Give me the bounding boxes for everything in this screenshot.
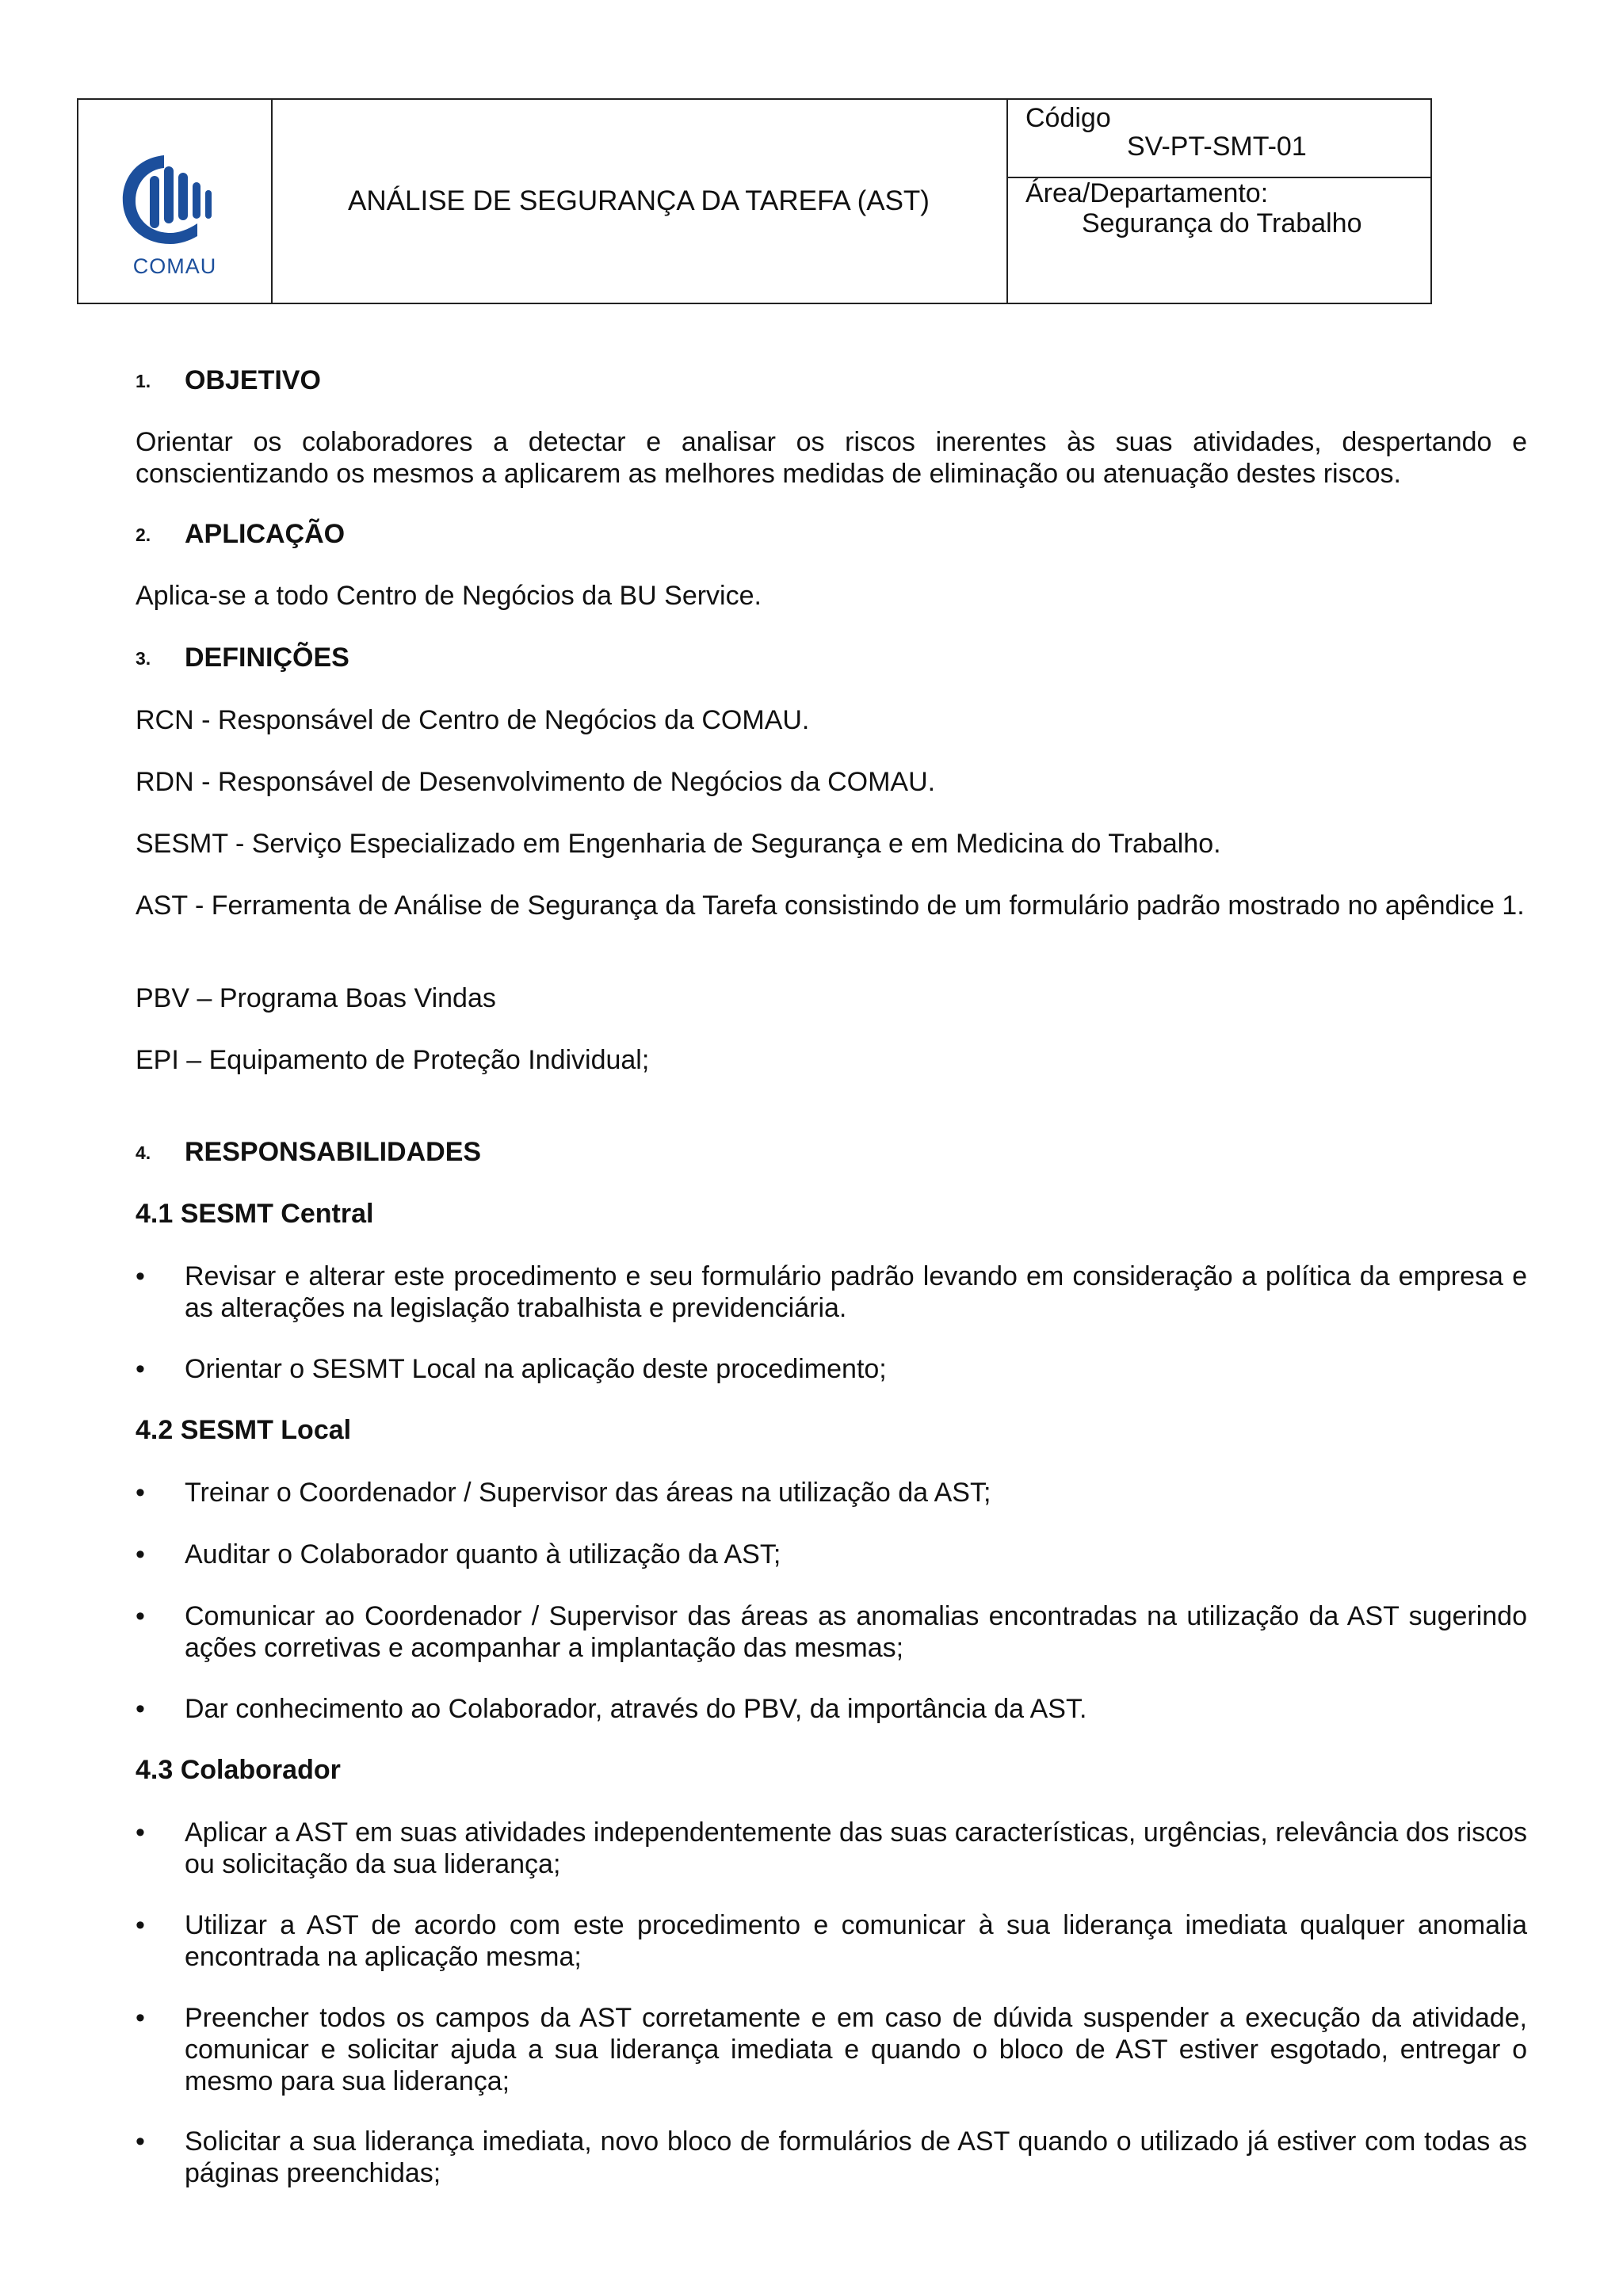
subsection-heading-colaborador: 4.3 Colaborador: [136, 1755, 341, 1785]
code-label: Código: [1025, 103, 1111, 133]
definition-item: PBV – Programa Boas Vindas: [136, 983, 496, 1013]
definition-item: SESMT - Serviço Especializado em Engenharia de Segurança e em Medicina do Trabalho.: [136, 829, 1221, 859]
bullet-icon: •: [136, 1354, 145, 1384]
list-item: Auditar o Colaborador quanto à utilização da AST;: [185, 1539, 781, 1569]
logo-text: COMAU: [132, 254, 217, 278]
aplicacao-text: Aplica-se a todo Centro de Negócios da BU Service.: [136, 581, 762, 611]
comau-logo-icon: [115, 151, 234, 250]
bullet-icon: •: [136, 2126, 145, 2157]
list-item: Aplicar a AST em suas atividades independentemente das suas características, urgências, relevância dos riscos ou solicitação da sua liderança;: [185, 1817, 1527, 1879]
section-number: 4.: [136, 1142, 151, 1163]
definition-item: EPI – Equipamento de Proteção Individual;: [136, 1045, 650, 1075]
definition-item: RCN - Responsável de Centro de Negócios da COMAU.: [136, 705, 810, 735]
bullet-icon: •: [136, 1910, 145, 1940]
list-item: Dar conhecimento ao Colaborador, através do PBV, da importância da AST.: [185, 1694, 1087, 1724]
subsection-heading-sesmt-central: 4.1 SESMT Central: [136, 1199, 374, 1229]
list-item: Preencher todos os campos da AST corretamente e em caso de dúvida suspender a execução da atividade, comunicar e solicitar ajuda a sua liderança imediata e quando o bloco de AST estiver esgotado, entregar o mesmo para sua liderança;: [185, 2003, 1527, 2096]
list-item: Comunicar ao Coordenador / Supervisor das áreas as anomalias encontradas na utilização da AST sugerindo ações corretivas e acompanhar a implantação das mesmas;: [185, 1601, 1527, 1663]
list-item: Orientar o SESMT Local na aplicação deste procedimento;: [185, 1354, 887, 1384]
code-cell: [1006, 100, 1430, 178]
section-number: 2.: [136, 524, 151, 545]
document-title: ANÁLISE DE SEGURANÇA DA TAREFA (AST): [271, 100, 1008, 303]
bullet-icon: •: [136, 1694, 145, 1724]
bullet-icon: •: [136, 2003, 145, 2033]
code-value: SV-PT-SMT-01: [1127, 132, 1307, 162]
bullet-icon: •: [136, 1539, 145, 1569]
list-item: Treinar o Coordenador / Supervisor das áreas na utilização da AST;: [185, 1478, 991, 1508]
list-item: Utilizar a AST de acordo com este procedimento e comunicar à sua liderança imediata qualquer anomalia encontrada na aplicação mesma;: [185, 1910, 1527, 1972]
section-heading-aplicacao: APLICAÇÃO: [185, 519, 346, 549]
section-number: 3.: [136, 648, 151, 669]
bullet-icon: •: [136, 1261, 145, 1291]
list-item: Revisar e alterar este procedimento e seu formulário padrão levando em consideração a política da empresa e as alterações na legislação trabalhista e previdenciária.: [185, 1261, 1527, 1323]
section-heading-definicoes: DEFINIÇÕES: [185, 643, 349, 673]
document-header: [77, 98, 1432, 304]
section-heading-objetivo: OBJETIVO: [185, 365, 321, 395]
logo-cell: [78, 100, 273, 303]
definition-item: RDN - Responsável de Desenvolvimento de Negócios da COMAU.: [136, 767, 936, 797]
section-number: 1.: [136, 371, 151, 391]
bullet-icon: •: [136, 1817, 145, 1848]
definition-item: AST - Ferramenta de Análise de Segurança da Tarefa consistindo de um formulário padrão mostrado no apêndice 1.: [136, 891, 1525, 921]
list-item: Solicitar a sua liderança imediata, novo bloco de formulários de AST quando o utilizado já estiver com todas as páginas preenchidas;: [185, 2126, 1527, 2188]
section-heading-responsabilidades: RESPONSABILIDADES: [185, 1137, 482, 1167]
area-value: Segurança do Trabalho: [1082, 208, 1362, 238]
objetivo-text: Orientar os colaboradores a detectar e analisar os riscos inerentes às suas atividades, despertando e conscientizando os mesmos a aplicarem as melhores medidas de eliminação ou atenuação destes riscos.: [136, 427, 1527, 489]
subsection-heading-sesmt-local: 4.2 SESMT Local: [136, 1415, 352, 1445]
area-cell: [1006, 177, 1430, 303]
bullet-icon: •: [136, 1601, 145, 1631]
area-label: Área/Departamento:: [1025, 178, 1269, 208]
bullet-icon: •: [136, 1478, 145, 1508]
